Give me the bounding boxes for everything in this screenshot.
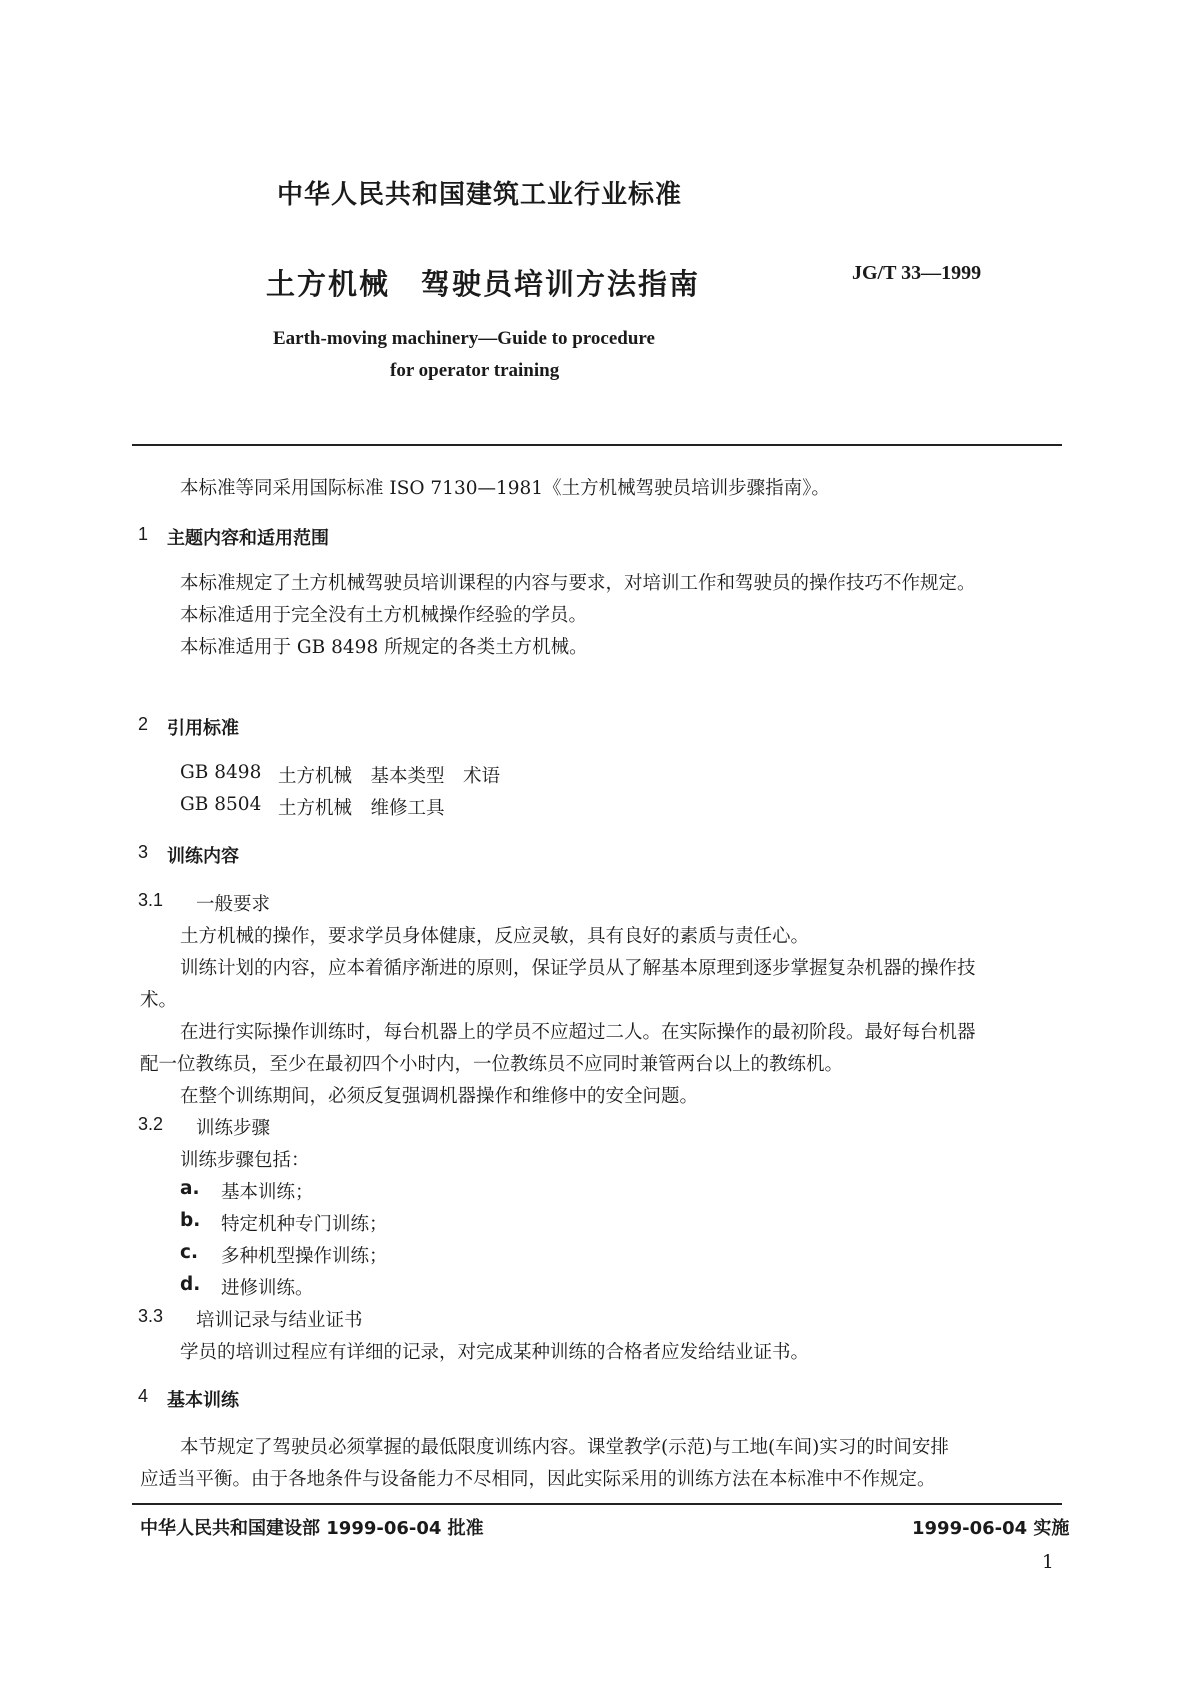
section-4-title: 基本训练 [167, 1390, 239, 1411]
reference-code: GB 8498 [180, 762, 262, 783]
paragraph: 训练计划的内容，应本着循序渐进的原则，保证学员从了解基本原理到逐步掌握复杂机器的操作技 [180, 958, 976, 979]
paragraph: 土方机械的操作，要求学员身体健康，反应灵敏，具有良好的素质与责任心。 [180, 926, 810, 947]
paragraph: 在整个训练期间，必须反复强调机器操作和维修中的安全问题。 [180, 1086, 699, 1107]
section-1-paragraph: 本标准规定了土方机械驾驶员培训课程的内容与要求，对培训工作和驾驶员的操作技巧不作规定。 [180, 573, 976, 594]
paragraph-continuation: 应适当平衡。由于各地条件与设备能力不尽相同，因此实际采用的训练方法在本标准中不作规定。 [140, 1469, 936, 1490]
standard-code: JG/T 33—1999 [852, 262, 982, 284]
subsection-3-2-number: 3.2 [138, 1114, 164, 1134]
header-divider [132, 444, 1062, 446]
paragraph: 在进行实际操作训练时，每台机器上的学员不应超过二人。在实际操作的最初阶段。最好每台机器 [180, 1022, 976, 1043]
list-item: 特定机种专门训练； [221, 1214, 388, 1235]
list-item-label: b. [180, 1210, 201, 1231]
section-1-paragraph: 本标准适用于 GB 8498 所规定的各类土方机械。 [180, 637, 588, 658]
subsection-3-3-number: 3.3 [138, 1306, 164, 1326]
list-item: 进修训练。 [221, 1278, 314, 1299]
reference-code: GB 8504 [180, 794, 262, 815]
list-item-label: c. [180, 1242, 198, 1263]
footer-divider [132, 1503, 1062, 1505]
subsection-3-3-title: 培训记录与结业证书 [196, 1310, 363, 1331]
reference-title: 土方机械 维修工具 [278, 798, 445, 819]
list-item: 多种机型操作训练； [221, 1246, 388, 1267]
section-3-title: 训练内容 [167, 846, 239, 867]
page-number: 1 [1042, 1552, 1054, 1573]
list-item: 基本训练； [221, 1182, 314, 1203]
paragraph-continuation: 术。 [140, 990, 178, 1011]
list-item-label: d. [180, 1274, 201, 1295]
section-2-title: 引用标准 [167, 718, 239, 739]
list-item-label: a. [180, 1178, 200, 1199]
approval-date: 中华人民共和国建设部 1999-06-04 批准 [140, 1518, 484, 1539]
section-2-number: 2 [138, 714, 149, 734]
section-1-number: 1 [138, 524, 149, 544]
intro-paragraph: 本标准等同采用国际标准 ISO 7130—1981《土方机械驾驶员培训步骤指南》。 [180, 478, 830, 499]
section-3-number: 3 [138, 842, 149, 862]
paragraph-continuation: 配一位教练员，至少在最初四个小时内，一位教练员不应同时兼管两台以上的教练机。 [140, 1054, 844, 1075]
subsection-3-1-title: 一般要求 [196, 894, 271, 915]
subsection-3-1-number: 3.1 [138, 890, 164, 910]
section-1-title: 主题内容和适用范围 [167, 528, 329, 549]
paragraph: 学员的培训过程应有详细的记录，对完成某种训练的合格者应发给结业证书。 [180, 1342, 810, 1363]
section-4-number: 4 [138, 1386, 149, 1406]
section-1-paragraph: 本标准适用于完全没有土方机械操作经验的学员。 [180, 605, 588, 626]
reference-title: 土方机械 基本类型 术语 [278, 766, 501, 787]
standard-category: 中华人民共和国建筑工业行业标准 [277, 180, 683, 210]
document-title-en-line2: for operator training [390, 360, 560, 381]
paragraph: 本节规定了驾驶员必须掌握的最低限度训练内容。课堂教学(示范)与工地(车间)实习的时间安排 [180, 1437, 949, 1458]
document-title-cn: 土方机械 驾驶员培训方法指南 [266, 267, 701, 301]
document-title-en-line1: Earth-moving machinery—Guide to procedure [273, 328, 655, 349]
effective-date: 1999-06-04 实施 [912, 1518, 1070, 1539]
subsection-3-2-title: 训练步骤 [196, 1118, 271, 1139]
list-intro: 训练步骤包括： [180, 1150, 310, 1171]
